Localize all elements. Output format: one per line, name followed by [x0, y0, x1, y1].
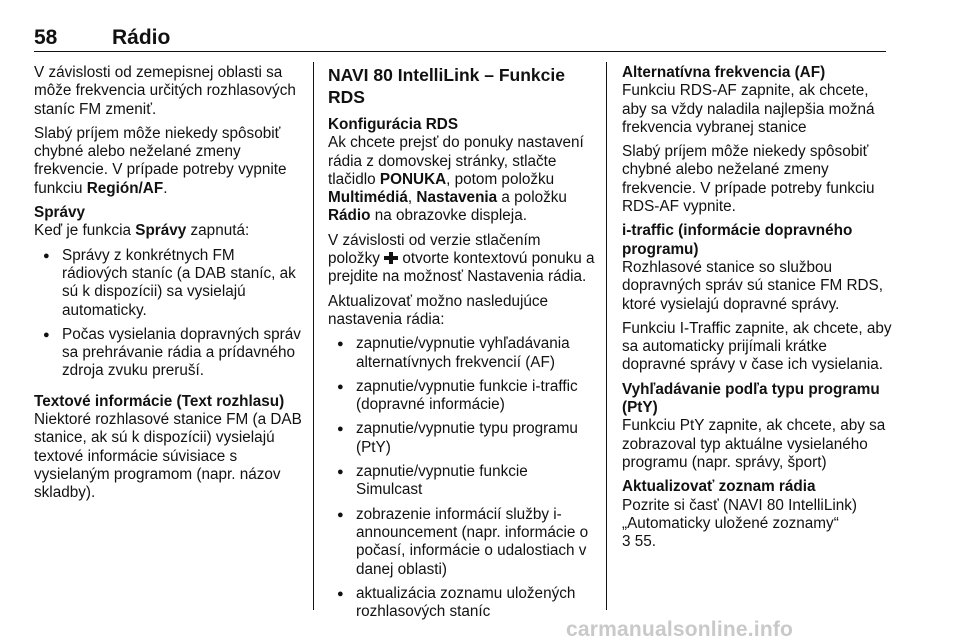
column-divider-2 — [606, 62, 607, 610]
paragraph: Slabý príjem môže niekedy spôsobiť chybné alebo neželané zmeny frekvencie. V prípade potreby funkciu RDS-AF vypnite. — [622, 143, 875, 216]
list-item: ● zapnutie/vypnutie funkcie Simulcast — [328, 463, 596, 500]
paragraph: Slabý príjem môže niekedy spôsobiť chybné alebo neželané zmeny frekvencie. V prípade potreby vypnite funkciu Región/AF. — [34, 124, 287, 197]
list-item: ● zapnutie/vypnutie funkcie i-traffic (dopravné informácie) — [328, 378, 596, 415]
paragraph: V závislosti od zemepisnej oblasti sa môže frekvencia určitých rozhlasových staníc FM zmeniť. — [34, 64, 296, 118]
section-heading: Vyhľadávanie podľa typu programu (PtY) — [622, 380, 880, 417]
column-2 — [328, 64, 596, 627]
paragraph: Funkciu PtY zapnite, ak chcete, aby sa zobrazoval typ aktuálne vysielaného programu (napr. správy, šport) — [622, 417, 886, 471]
paragraph: Funkciu RDS-AF zapnite, ak chcete, aby sa vždy naladila najlepšia možná frekvencia vybranej stanice — [622, 82, 875, 136]
section-heading: i-traffic (informácie dopravného programu) — [622, 222, 853, 258]
page-reference-arrow-icon: 3 — [622, 533, 631, 551]
page-header — [34, 26, 886, 52]
list-item: ● zobrazenie informácií služby i-announcement (napr. informácie o počasí, informácie o udalostiach v danej oblasti) — [328, 506, 596, 579]
section-heading: Správy — [34, 204, 86, 222]
section-heading: Konfigurácia RDS — [328, 116, 459, 133]
bullet-list — [328, 335, 596, 621]
paragraph: Niektoré rozhlasové stanice FM (a DAB stanice, ak sú k dispozícii) vysielajú textové informácie súvisiace s vysielaným programom (napr. názov skladby). — [34, 411, 302, 502]
section-heading: Aktualizovať zoznam rádia — [622, 478, 816, 496]
list-item: ● Správy z konkrétnych FM rádiových staníc (a DAB staníc, ak sú k dispozícii) sa vysielajú automaticky. — [34, 247, 302, 320]
paragraph: Ak chcete prejsť do ponuky nastavení rádia z domovskej stránky, stlačte tlačidlo PONUKA, potom položku Multimédiá, Nastavenia a položku Rádio na obrazovke displeja. — [328, 134, 584, 225]
section-heading: Textové informácie (Text rozhlasu) — [34, 392, 285, 410]
cross-reference[interactable]: 3 55. — [622, 533, 657, 551]
list-item: ● Počas vysielania dopravných správ sa prehrávanie rádia a prídavného zdroja zvuku preruší. — [34, 326, 302, 381]
section-title: NAVI 80 IntelliLink – Funkcie RDS — [328, 65, 565, 107]
bullet-list — [34, 247, 302, 381]
column-1 — [34, 64, 302, 509]
watermark: carmanualsonline.info — [566, 618, 794, 641]
plus-icon — [384, 252, 398, 264]
paragraph: Rozhlasové stanice so službou dopravných správ sú stanice FM RDS, ktoré vysielajú dopravné správy. — [622, 258, 883, 313]
list-item: ● zapnutie/vypnutie typu programu (PtY) — [328, 420, 596, 457]
page-number: 58 — [34, 26, 58, 49]
list-item: ● aktualizácia zoznamu uložených rozhlasových staníc — [328, 585, 596, 622]
paragraph: Keď je funkcia Správy zapnutá: — [34, 222, 250, 240]
paragraph: Funkciu I-Traffic zapnite, ak chcete, aby sa automaticky prijímali krátke dopravné správy v čase ich vysielania. — [622, 319, 892, 374]
section-heading: Alternatívna frekvencia (AF) — [622, 64, 826, 81]
paragraph: Pozrite si časť (NAVI 80 IntelliLink) „Automaticky uložené zoznamy“ — [622, 496, 857, 532]
column-3 — [622, 64, 894, 557]
list-item: ● zapnutie/vypnutie vyhľadávania alternatívnych frekvencií (AF) — [328, 335, 596, 372]
paragraph: V závislosti od verzie stlačením položky otvorte kontextovú ponuku a prejdite na možnosť Nastavenia rádia. — [328, 231, 595, 286]
paragraph: Aktualizovať možno nasledujúce nastavenia rádia: — [328, 292, 549, 328]
column-divider-1 — [313, 62, 314, 610]
chapter-title: Rádio — [112, 26, 171, 49]
header-rule — [34, 51, 886, 52]
